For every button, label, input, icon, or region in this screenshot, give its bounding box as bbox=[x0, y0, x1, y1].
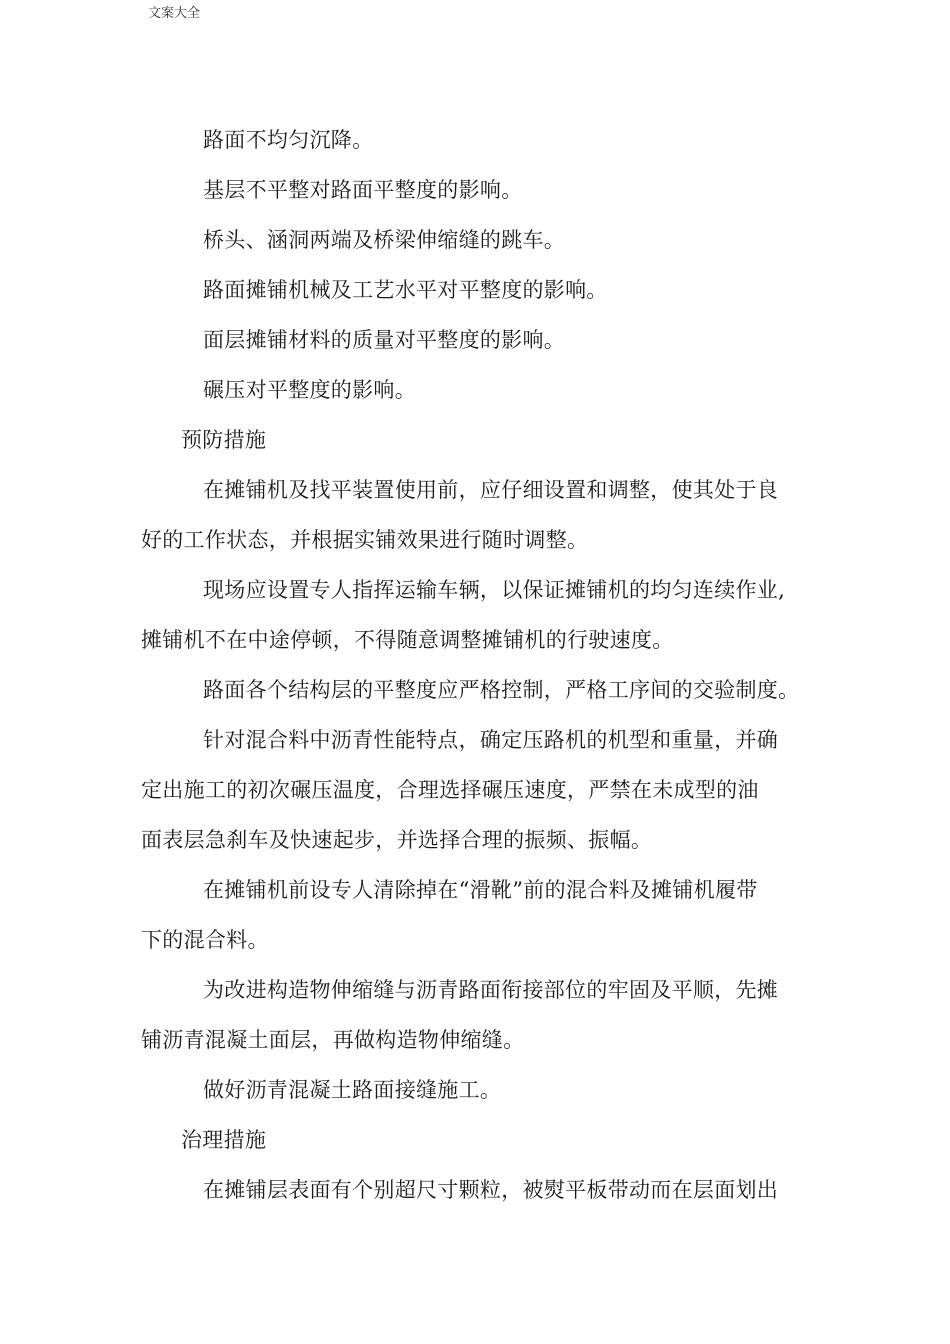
text-line: 为改进构造物伸缩缝与沥青路面衔接部位的牢固及平顺，先摊 bbox=[203, 978, 779, 1002]
text-line: 基层不平整对路面平整度的影响。 bbox=[203, 178, 523, 202]
text-line: 碾压对平整度的影响。 bbox=[203, 378, 416, 402]
text-line: 在摊铺机前设专人清除掉在“滑靴”前的混合料及摊铺机履带 bbox=[203, 878, 758, 902]
section-heading: 预防措施 bbox=[181, 428, 267, 452]
text-line: 铺沥青混凝土面层，再做构造物伸缩缝。 bbox=[141, 1028, 525, 1052]
text-line: 现场应设置专人指挥运输车辆，以保证摊铺机的均匀连续作业, bbox=[203, 578, 786, 602]
text-line: 做好沥青混凝土路面接缝施工。 bbox=[203, 1078, 502, 1102]
text-line: 摊铺机不在中途停顿，不得随意调整摊铺机的行驶速度。 bbox=[141, 628, 674, 652]
text-line: 桥头、涵洞两端及桥梁伸缩缝的跳车。 bbox=[203, 228, 566, 252]
text-line: 在摊铺机及找平装置使用前，应仔细设置和调整，使其处于良 bbox=[203, 478, 779, 502]
text-line: 路面不均匀沉降。 bbox=[203, 128, 374, 152]
text-line: 针对混合料中沥青性能特点，确定压路机的机型和重量，并确 bbox=[203, 728, 779, 752]
text-line: 路面摊铺机械及工艺水平对平整度的影响。 bbox=[203, 278, 608, 302]
text-line: 在摊铺层表面有个别超尺寸颗粒，被熨平板带动而在层面划出 bbox=[203, 1178, 779, 1202]
text-line: 下的混合料。 bbox=[141, 928, 269, 952]
text-line: 路面各个结构层的平整度应严格控制，严格工序间的交验制度。 bbox=[203, 678, 800, 702]
section-heading: 治理措施 bbox=[181, 1128, 267, 1152]
header-mark: 文案大全 bbox=[148, 6, 201, 21]
text-line: 好的工作状态，并根据实铺效果进行随时调整。 bbox=[141, 528, 589, 552]
text-line: 面层摊铺材料的质量对平整度的影响。 bbox=[203, 328, 566, 352]
text-line: 定出施工的初次碾压温度，合理选择碾压速度，严禁在未成型的油 bbox=[141, 778, 759, 802]
text-line: 面表层急刹车及快速起步，并选择合理的振频、振幅。 bbox=[141, 828, 653, 852]
